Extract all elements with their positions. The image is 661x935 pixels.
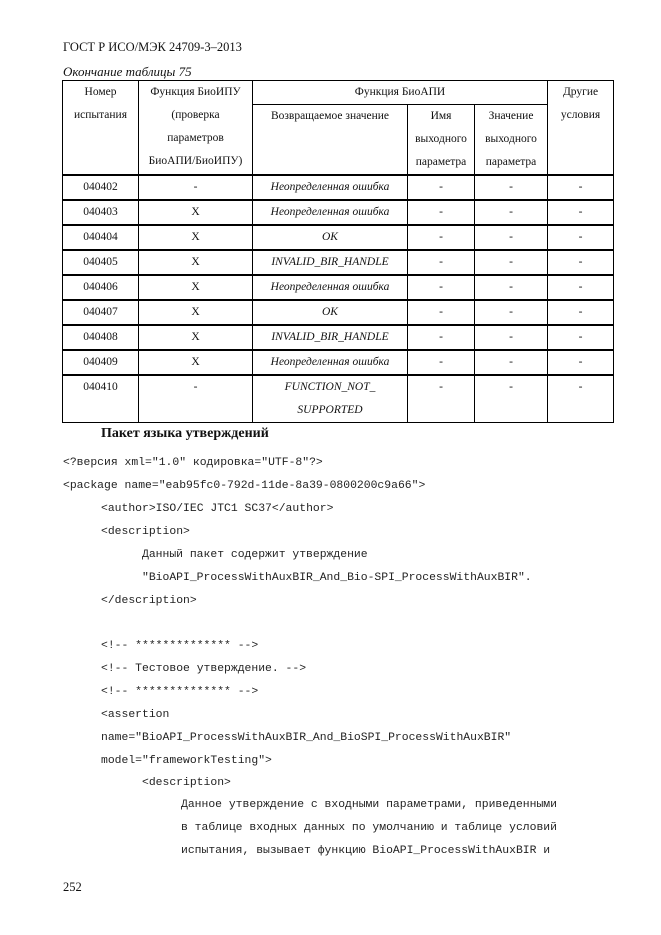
table-row: 040405 X INVALID_BIR_HANDLE - - -: [63, 250, 614, 275]
page-number: 252: [63, 880, 82, 894]
header-bsp-function: Функция БиоИПУ (проверка параметров БиоАПИ/БиоИПУ): [139, 81, 253, 176]
code-line: <?версия xml="1.0" кодировка="UTF-8"?>: [63, 457, 323, 469]
code-line: <!-- ************** -->: [101, 686, 259, 698]
code-line: <description>: [101, 526, 190, 538]
code-line: испытания, вызывает функцию BioAPI_ProcessWithAuxBIR и: [181, 845, 551, 857]
code-line: <!-- ************** -->: [101, 640, 259, 652]
header-return-value: Возвращаемое значение: [253, 105, 408, 176]
code-line: </description>: [101, 595, 197, 607]
code-line: Данное утверждение с входными параметрами, приведенными: [181, 799, 557, 811]
table-row: 040404 X OK - - -: [63, 225, 614, 250]
code-line: "BioAPI_ProcessWithAuxBIR_And_Bio-SPI_ProcessWithAuxBIR".: [142, 572, 532, 584]
table-row: 040407 X OK - - -: [63, 300, 614, 325]
table-row: 040406 X Неопределенная ошибка - - -: [63, 275, 614, 300]
table-row: 040410 - FUNCTION_NOT_ SUPPORTED - - -: [63, 375, 614, 423]
table-row: 040409 X Неопределенная ошибка - - -: [63, 350, 614, 375]
table-row: 040408 X INVALID_BIR_HANDLE - - -: [63, 325, 614, 350]
table-75: [62, 80, 614, 423]
table-row: 040403 X Неопределенная ошибка - - -: [63, 200, 614, 225]
section-title: Пакет языка утверждений: [101, 426, 269, 441]
code-line: <author>ISO/IEC JTC1 SC37</author>: [101, 503, 334, 515]
code-line: Данный пакет содержит утверждение: [142, 549, 368, 561]
code-line: <description>: [142, 777, 231, 789]
table-row: 040402 - Неопределенная ошибка - - -: [63, 175, 614, 200]
header-output-param-name: Имя выходного параметра: [408, 105, 475, 176]
code-line: <package name="eab95fc0-792d-11de-8a39-0800200c9a66">: [63, 480, 426, 492]
header-other-conditions: Другие условия: [548, 81, 614, 176]
code-line: в таблице входных данных по умолчанию и таблице условий: [181, 822, 557, 834]
header-test-number: Номер испытания: [63, 81, 139, 176]
header-output-param-value: Значение выходного параметра: [475, 105, 548, 176]
code-line: model="frameworkTesting">: [101, 755, 272, 767]
document-header: ГОСТ Р ИСО/МЭК 24709-3–2013: [63, 40, 242, 54]
code-line: <!-- Тестовое утверждение. -->: [101, 663, 307, 675]
code-line: name="BioAPI_ProcessWithAuxBIR_And_BioSPI_ProcessWithAuxBIR": [101, 732, 512, 744]
code-line: <assertion: [101, 709, 170, 721]
table-caption: Окончание таблицы 75: [63, 64, 192, 79]
header-bioapi-function: Функция БиоАПИ: [253, 81, 548, 105]
